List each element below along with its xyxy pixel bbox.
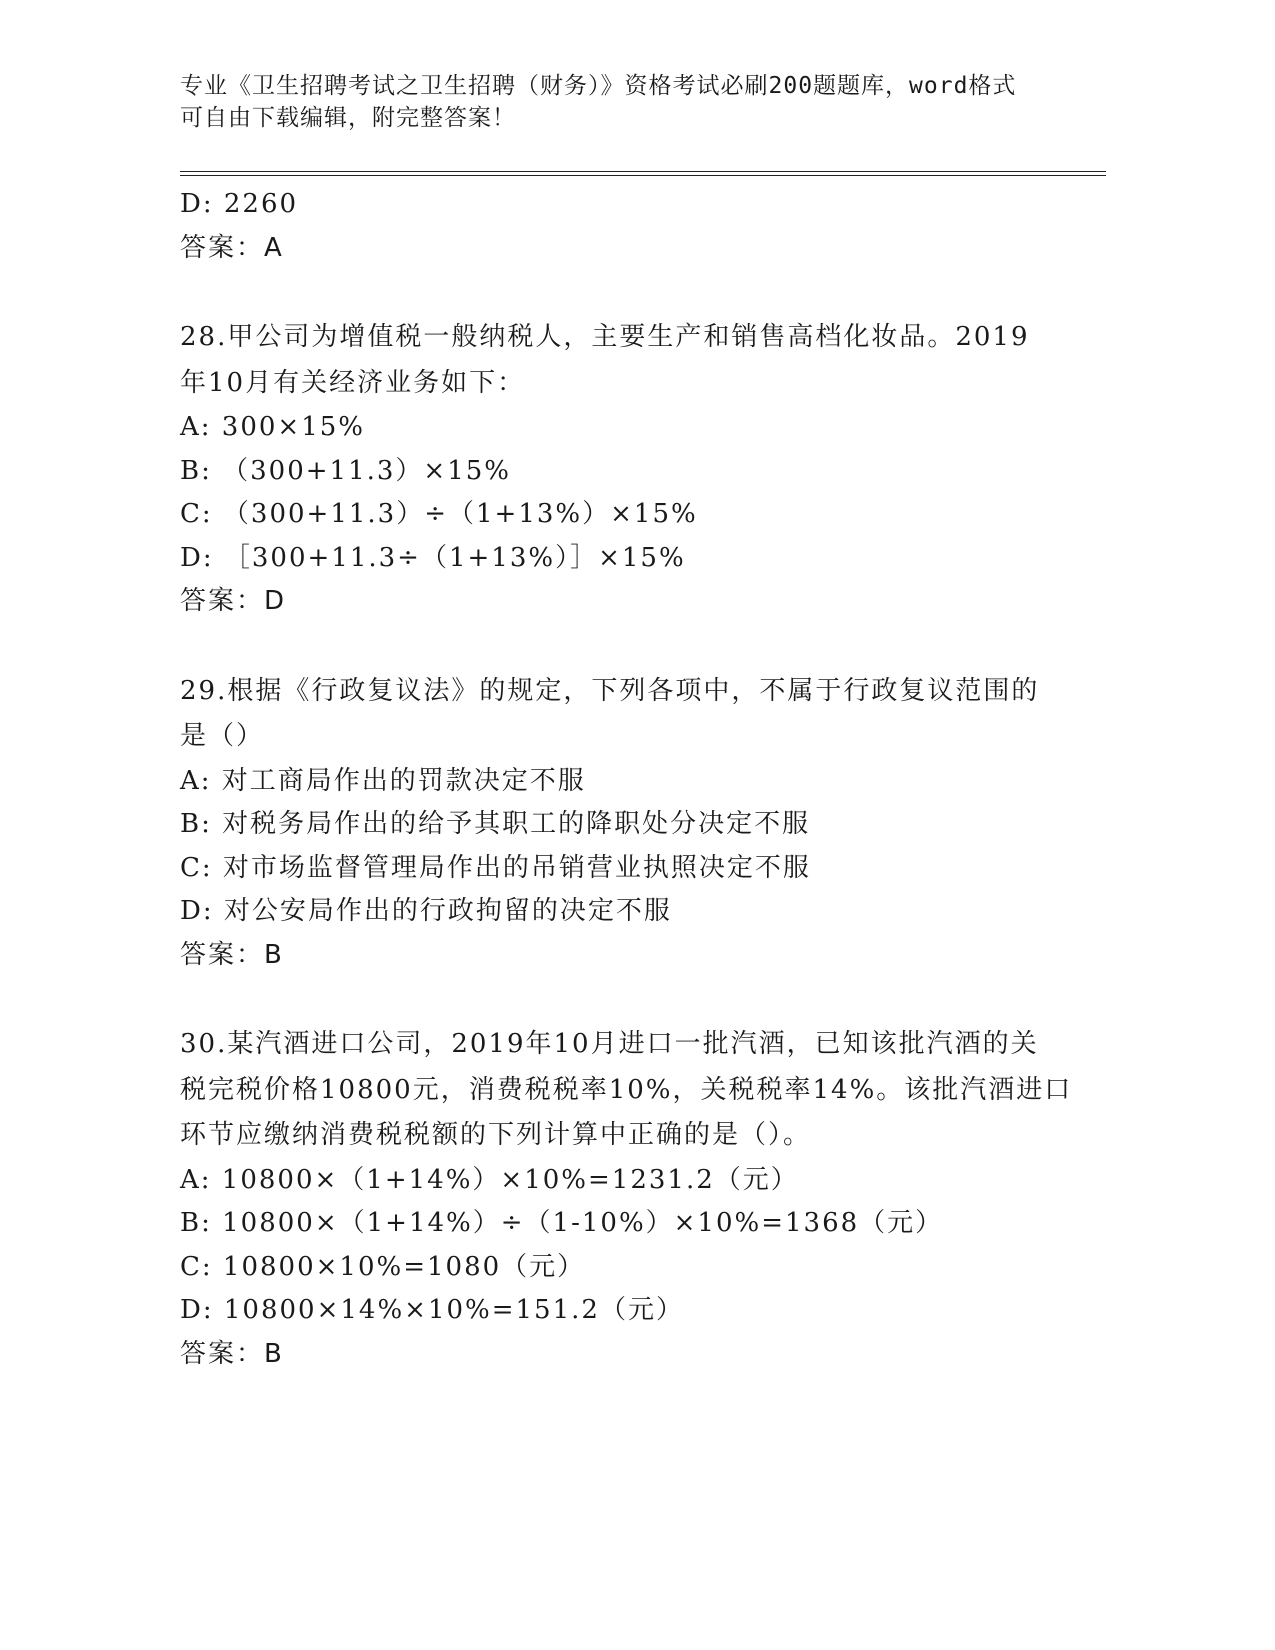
answer-line: 答案：A bbox=[180, 232, 284, 263]
question-28 bbox=[180, 315, 1040, 624]
question-29 bbox=[180, 669, 1040, 978]
question-stem: 税完税价格10800元，消费税税率10%，关税税率14%。该批汽酒进口 bbox=[180, 1074, 1073, 1105]
option-a: A: 对工商局作出的罚款决定不服 bbox=[180, 765, 586, 796]
answer-line: 答案：B bbox=[180, 939, 284, 970]
option-d: D: 10800×14%×10%=151.2（元） bbox=[180, 1295, 684, 1325]
header-rule-bottom bbox=[180, 175, 1106, 176]
option-b: B: （300+11.3）×15% bbox=[180, 455, 512, 486]
option-d: D: 2260 bbox=[180, 189, 299, 219]
question-stem: 年10月有关经济业务如下： bbox=[180, 367, 526, 398]
question-stem: 29.根据《行政复议法》的规定，下列各项中，不属于行政复议范围的 bbox=[180, 675, 1040, 706]
header-line-1: 专业《卫生招聘考试之卫生招聘（财务）》资格考试必刷200题题库，word格式 bbox=[180, 73, 1017, 99]
question-stem: 30.某汽酒进口公司，2019年10月进口一批汽酒，已知该批汽酒的关 bbox=[180, 1029, 1039, 1059]
answer-line: 答案：D bbox=[180, 586, 287, 616]
option-c: C: 对市场监督管理局作出的吊销营业执照决定不服 bbox=[180, 852, 811, 883]
header-rule-top bbox=[180, 171, 1106, 172]
answer-line: 答案：B bbox=[180, 1338, 284, 1369]
option-c: C: 10800×10%=1080（元） bbox=[180, 1251, 586, 1282]
question-content bbox=[180, 183, 1073, 1376]
option-d: D: 对公安局作出的行政拘留的决定不服 bbox=[180, 896, 672, 926]
question-30 bbox=[180, 1022, 1073, 1376]
option-b: B: 10800×（1+14%）÷（1-10%）×10%=1368（元） bbox=[180, 1208, 944, 1238]
question-stem: 环节应缴纳消费税税额的下列计算中正确的是（）。 bbox=[180, 1120, 812, 1150]
option-b: B: 对税务局作出的给予其职工的降职处分决定不服 bbox=[180, 809, 811, 839]
option-a: A: 300×15% bbox=[180, 412, 366, 442]
option-d: D: ［300+11.3÷（1+13%）］×15% bbox=[180, 542, 686, 573]
question-stem: 28.甲公司为增值税一般纳税人，主要生产和销售高档化妆品。2019 bbox=[180, 322, 1030, 352]
question-stem: 是（） bbox=[180, 721, 265, 751]
document-header bbox=[180, 70, 1040, 134]
option-a: A: 10800×（1+14%）×10%=1231.2（元） bbox=[180, 1164, 799, 1195]
option-c: C: （300+11.3）÷（1+13%）×15% bbox=[180, 499, 698, 529]
header-line-2: 可自由下载编辑，附完整答案！ bbox=[180, 105, 516, 131]
